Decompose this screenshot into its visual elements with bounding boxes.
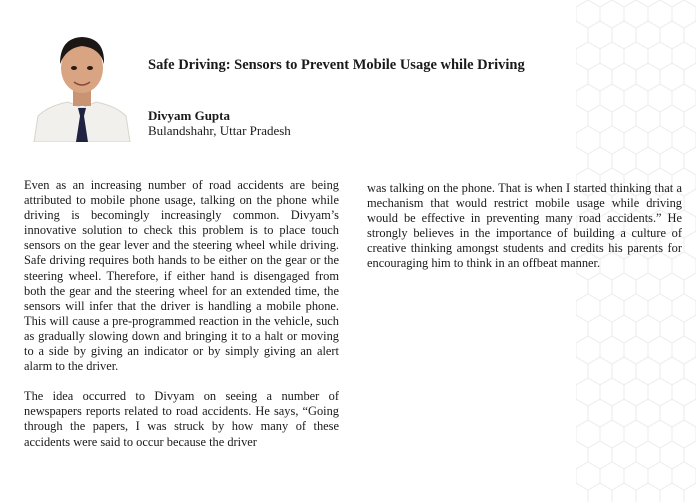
author-name: Divyam Gupta [148,108,230,123]
body-paragraph: The idea occurred to Divyam on seeing a number of newspapers reports related to road accidents. He says, “Going through the papers, I was struck by how many of these accidents were said to occur because the driver [24,389,339,449]
body-paragraph: Even as an increasing number of road accidents are being attributed to mobile phone usage, talking on the phone while driving is becomingly increasingly common. Divyam’s innovative solution to check this problem is to place touch sensors on the gear lever and the steering wheel while driving. Safe driving requires both hands to be either on the gear or the steering wheel. Therefore, if either hand is disengaged from both the gear and the steering wheel for an extended time, the sensors will infer that the driver is handling a mobile phone. This will cause a pre-programmed reaction in the vehicle, such as gradually slowing down and bringing it to a halt or moving to a side by giving an indicator or by simply giving an alert alarm to the driver. [24,178,339,374]
article-title: Safe Driving: Sensors to Prevent Mobile Usage while Driving [148,57,525,73]
body-paragraph: was talking on the phone. That is when I started thinking that a mechanism that would restrict mobile usage while driving would be effective in preventing many road accidents.” He strongly believes in the importance of building a culture of creative thinking amongst students and credits his parents for encouraging him to think in an offbeat manner. [367,181,682,271]
body-column-left [24,178,339,465]
body-column-right [367,181,682,287]
author-location: Bulandshahr, Uttar Pradesh [148,123,291,138]
author-photo [28,24,136,142]
